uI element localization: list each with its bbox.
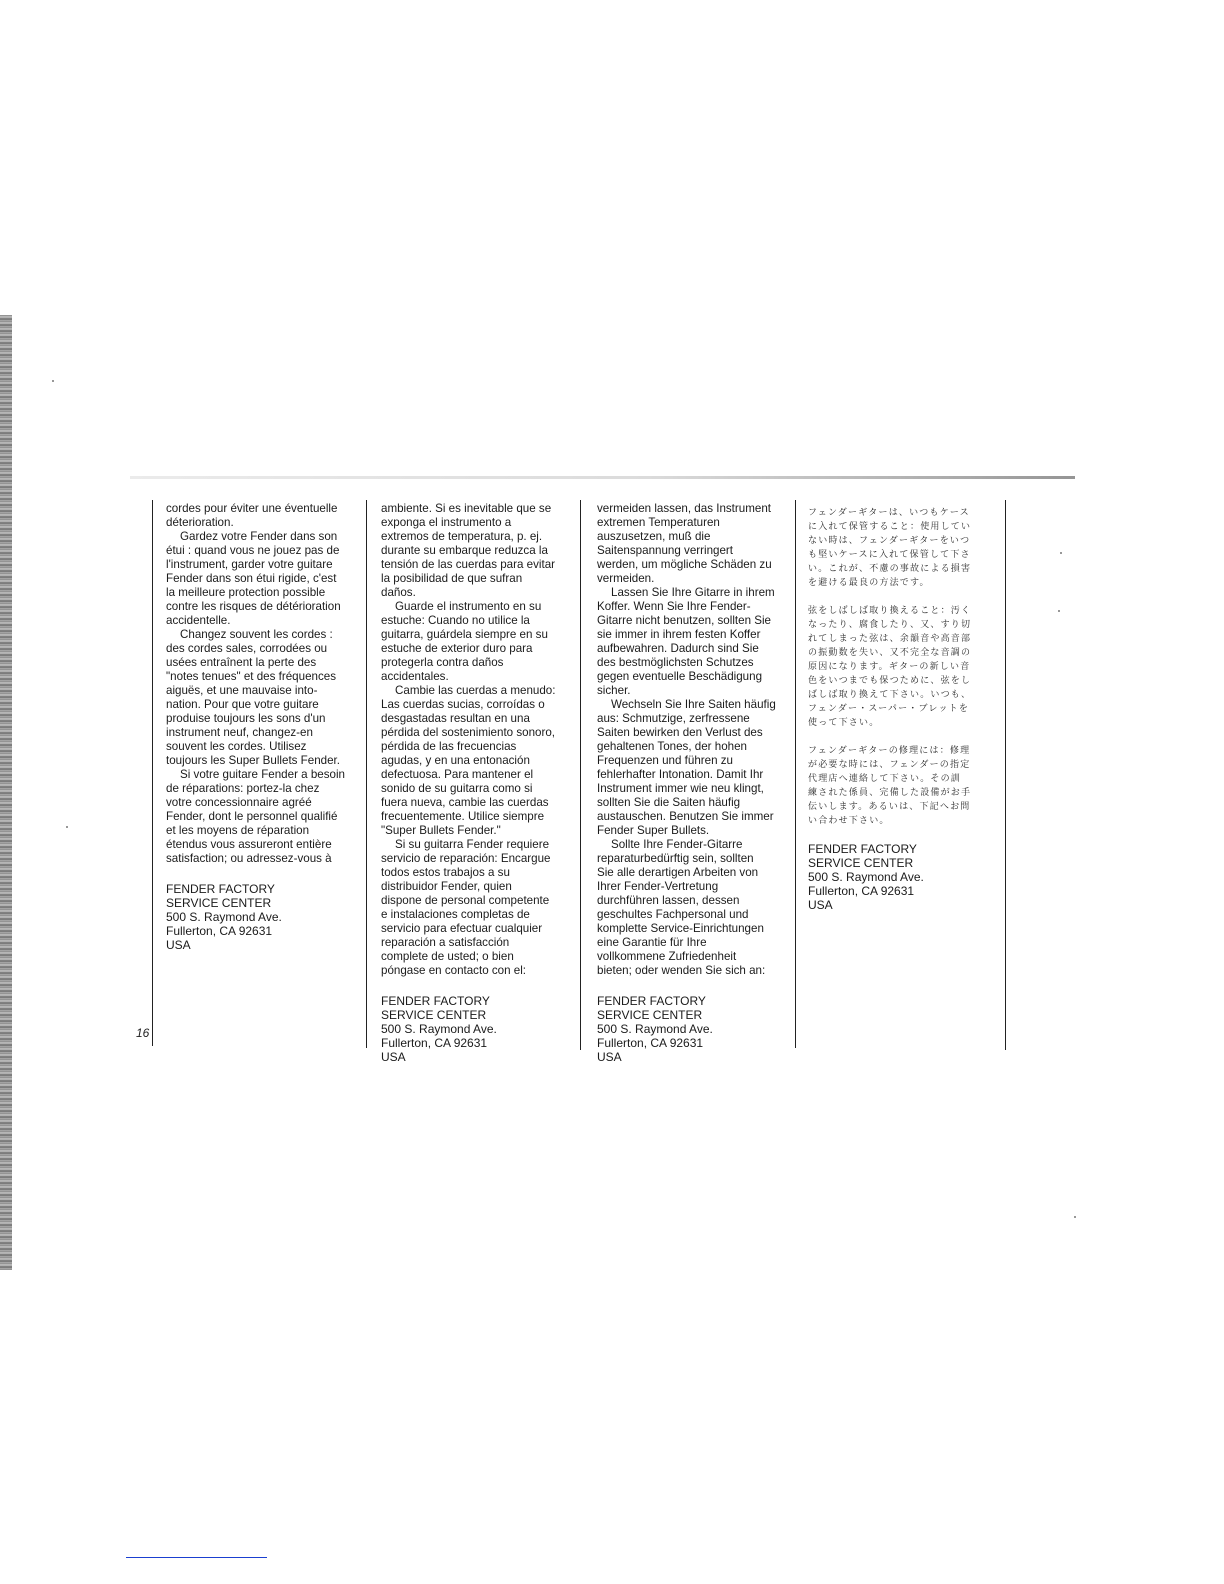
column-rule-3 [580, 500, 581, 1050]
scan-edge-artifact [0, 315, 12, 1270]
column-rule-2 [366, 500, 367, 1048]
page-number: 16 [136, 1026, 150, 1040]
paragraph: cordes pour éviter une éventuelle déterioration. [166, 502, 338, 529]
paragraph: Wechseln Sie Ihre Saiten häufig aus: Schmutzige, zerfressene Saiten bewirken den Verlust des gehaltenen Tones, der hohen Frequenzen und führen zu fehlerhafter Intonation. Damit Ihr Instrument immer wie neu klingt, sollten Sie die Saiten häufig austauschen. Benutzen Sie immer Fender Super Bullets. [597, 698, 776, 837]
paragraph: Sollte Ihre Fender-Gitarre reparaturbedürftig sein, sollten Sie alle derartigen Arbeiten von Ihrer Fender-Vertretung durchführen lassen, dessen geschultes Fachpersonal und komplette Service-Einrichtungen eine Garantie für Ihre vollkommene Zufriedenheit bieten; oder wenden Sie sich an: [597, 838, 766, 977]
scan-speck [66, 826, 68, 828]
column-german [597, 502, 793, 1064]
paragraph: Lassen Sie Ihre Gitarre in ihrem Koffer. Wenn Sie Ihre Fender- Gitarre nicht benutzen, sollten Sie sie immer in ihrem festen Koffer aufbewahren. Dadurch sind Sie des bestmöglichsten Schutzes gegen eventuelle Beschädigung sicher. [597, 586, 775, 697]
paragraph: フェンダーギターは、いつもケース に入れて保管すること：使用してい ない時は、フェンダーギターをいつ も堅いケースに入れて保管して下さ い。これが、不慮の事故による損害 を避ける最良の方法です。 [808, 508, 972, 588]
bottom-link-underline [126, 1557, 267, 1558]
paragraph: Cambie las cuerdas a menudo: Las cuerdas sucias, corroídas o desgastadas resultan en una pérdida del sostenimiento sonoro, pérdida de las frecuencias agudas, y en una entonación defectuosa. Para mantener el sonido de su guitarra como si fuera nueva, cambie las cuerdas frecuentemente. Utilice siempre "Super Bullets Fender." [381, 684, 556, 837]
paragraph: ambiente. Si es inevitable que se exponga el instrumento a extremos de temperatura, p. ej. durante su embarque reduzca la tensión de las cuerdas para evitar la posibilidad de que sufran daños. [381, 502, 556, 599]
scan-speck [1074, 1216, 1076, 1218]
paragraph: フェンダーギターの修理には：修理 が必要な時には、フェンダーの指定 代理店へ連絡して下さい。その訓 練された係員、完備した設備がお手 伝いします。あるいは、下記へお問 い合わせ下さい。 [808, 746, 972, 826]
column-french [166, 502, 362, 952]
scan-speck [52, 380, 54, 382]
top-rule [130, 476, 1075, 479]
column-rule-1 [152, 500, 153, 1046]
service-address: FENDER FACTORY SERVICE CENTER 500 S. Raymond Ave. Fullerton, CA 92631 USA [597, 994, 713, 1064]
paragraph: Si votre guitare Fender a besoin de réparations: portez-la chez votre concessionnaire agréé Fender, dont le personnel qualifié et les moyens de réparation étendus vous assureront entière satisfaction; ou adressez-vous à [166, 768, 345, 865]
paragraph: Si su guitarra Fender requiere servicio de reparación: Encargue todos estos trabajos a su distribuidor Fender, quien dispone de personal competente e instalaciones completas de servicio para efectuar cualquier reparación a satisfacción complete de usted; o bien póngase en contacto con el: [381, 838, 551, 977]
paragraph: vermeiden lassen, das Instrument extremen Temperaturen auszusetzen, muß die Saitenspannung verringert werden, um mögliche Schäden zu vermeiden. [597, 502, 772, 585]
column-rule-5 [1005, 500, 1006, 1050]
paragraph: Guarde el instrumento en su estuche: Cuando no utilice la guitarra, guárdela siempre en su estuche de exterior duro para protegerla contra daños accidentales. [381, 600, 548, 683]
column-japanese [808, 506, 1002, 912]
column-spanish [381, 502, 577, 1064]
paragraph: Gardez votre Fender dans son étui : quand vous ne jouez pas de l'instrument, garder votre guitare Fender dans son étui rigide, c'est la meilleure protection possible contre les risques de détérioration accidentelle. [166, 530, 341, 627]
scan-speck [1060, 552, 1062, 554]
paragraph: Changez souvent les cordes : des cordes sales, corrodées ou usées entraînent la perte des "notes tenues" et des fréquences aiguës, et une mauvaise into- nation. Pour que votre guitare produise toujours les sons d'un instrument neuf, changez-en souvent les cordes. Utilisez toujours les Super Bullets Fender. [166, 628, 341, 767]
service-address: FENDER FACTORY SERVICE CENTER 500 S. Raymond Ave. Fullerton, CA 92631 USA [381, 994, 497, 1064]
paragraph: 弦をしばしば取り換えること：汚く なったり、腐食したり、又、すり切 れてしまった弦は、余韻音や高音部 の振動数を失い、又不完全な音調の 原因になります。ギターの新しい音 色をいつまでも保つために、弦をし ばしば取り換えて下さい。いつも、 フェンダー・スーパー・ブレットを 使って下さい。 [808, 606, 972, 728]
service-address: FENDER FACTORY SERVICE CENTER 500 S. Raymond Ave. Fullerton, CA 92631 USA [166, 882, 282, 952]
scan-speck [1058, 610, 1060, 612]
service-address: FENDER FACTORY SERVICE CENTER 500 S. Raymond Ave. Fullerton, CA 92631 USA [808, 842, 924, 912]
column-rule-4 [795, 500, 796, 1048]
